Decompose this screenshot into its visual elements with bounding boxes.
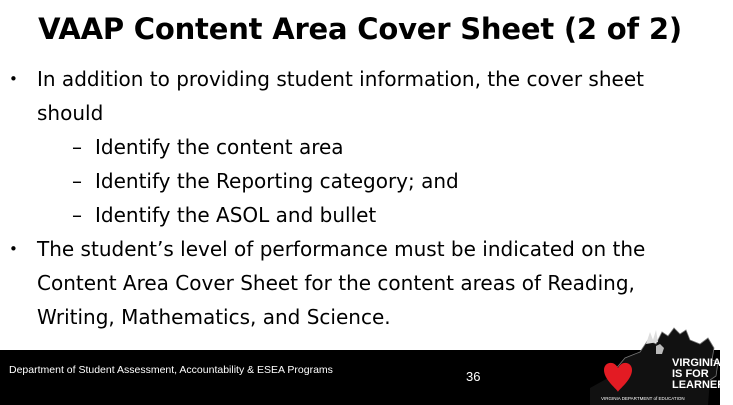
dash-icon: – [72,203,82,227]
sub-bullet-text: Identify the ASOL and bullet [95,203,377,227]
bullet-line: Content Area Cover Sheet for the content areas of Reading, [37,271,635,295]
bullet-line: should [37,101,104,125]
bullet-icon: • [9,240,18,258]
logo-line: LEARNERS [672,379,733,391]
logo-subline: VIRGINIA DEPARTMENT of EDUCATION [601,396,685,401]
slide-body [0,62,720,334]
page-number: 36 [466,369,481,384]
dash-icon: – [72,135,82,159]
sub-bullet-item [0,130,695,164]
bullet-line: In addition to providing student information, the cover sheet [37,67,644,91]
sub-bullet-text: Identify the Reporting category; and [95,169,459,193]
sub-bullet-text: Identify the content area [95,135,344,159]
bullet-line: The student’s level of performance must be indicated on the [37,237,646,261]
slide-title: VAAP Content Area Cover Sheet (2 of 2) [38,12,682,46]
sub-bullet-item [0,198,695,232]
bullet-line: Writing, Mathematics, and Science. [37,305,391,329]
sub-bullet-item [0,164,695,198]
dash-icon: – [72,169,82,193]
logo-wordmark [672,358,733,391]
bullet-icon: • [9,70,18,88]
footer-department: Department of Student Assessment, Accountability & ESEA Programs [9,364,333,376]
logo-line: IS FOR [672,368,709,380]
logo-line: VIRGINIA [672,357,721,369]
bullet-item [0,62,697,130]
